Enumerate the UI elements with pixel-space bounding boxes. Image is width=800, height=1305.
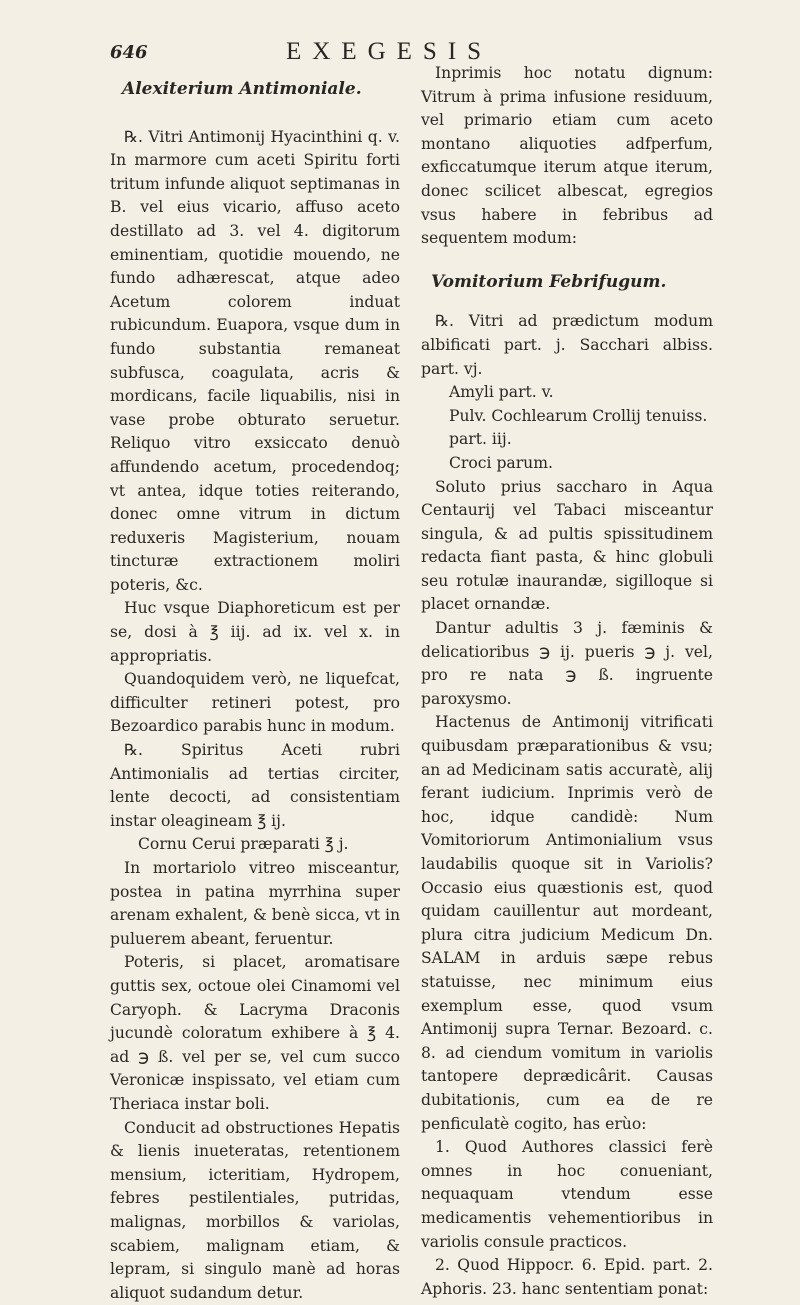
right-recipe-line: Amyli part. v. — [449, 383, 554, 402]
left-paragraph: ℞. Vitri Antimonij Hyacinthini q. v. In marmore cum aceti Spiritu forti tritum infunde aliquot septimanas in B. vel eius vicario, affuso aceto destillato ad 3. vel 4. digitorum eminentiam, quotidie mouendo, ne fundo adhærescat, atque adeo Acetum colorem induat rubicundum. Euapora, vsque dum in fundo substantia remaneat subfusca, coagulata, acris & mordicans, facile liquabilis, nisi in vase probe obturato seruetur. Reliquo vitro exsiccato denuò affundendo acetum, procedendoq; vt antea, idque toties reiterando, donec omne vitrum in dictum reduxeris Magisterium, nouam tincturæ extractionem moliri poteris, &c. — [110, 127, 400, 594]
left-section-title: Alexiterium Antimoniale. — [122, 79, 362, 99]
right-paragraph: Dantur adultis 3 j. fæminis & delicatioribus ℈ ij. pueris ℈ j. vel, pro re nata ℈ ß. ingruente paroxysmo. — [421, 619, 713, 708]
left-recipe-line: ℞. Spiritus Aceti rubri Antimonialis ad tertias circiter, lente decocti, ad consistentiam instar oleagineam ℥ ij. — [110, 741, 400, 830]
reason-item: 1. Quod Authores classici ferè omnes in hoc conueniant, nequaquam vtendum esse medicamentis vehementioribus in variolis consule practicos. — [421, 1138, 713, 1251]
running-title: EXEGESIS — [286, 38, 493, 65]
page-number: 646 — [110, 42, 148, 63]
right-column — [421, 62, 713, 1301]
left-paragraph: Huc vsque Diaphoreticum est per se, dosi à ℥ iij. ad ix. vel x. in appropriatis. — [110, 599, 400, 665]
right-recipe-line: Croci parum. — [449, 453, 553, 472]
left-paragraph: Conducit ad obstructiones Hepatis & lienis inueteratas, retentionem mensium, icteritiam, Hydropem, febres pestilentiales, putridas, malignas, morbillos & variolas, scabiem, malignam etiam, & lepram, si singulo manè ad horas aliquot sudandum detur. — [110, 1118, 400, 1302]
left-recipe-line: Cornu Cerui præparati ℥ j. — [138, 835, 349, 854]
left-paragraph: Quandoquidem verò, ne liquefcat, difficulter retineri potest, pro Bezoardico parabis hunc in modum. — [110, 670, 400, 736]
left-paragraph: In mortariolo vitreo misceantur, postea in patina myrrhina super arenam exhalent, & benè sicca, vt in puluerem abeant, feruentur. — [110, 859, 400, 948]
right-recipe-line: ℞. Vitri ad prædictum modum albificati part. j. Sacchari albiss. part. vj. — [421, 312, 713, 378]
reason-item: 2. Quod Hippocr. 6. Epid. part. 2. Aphoris. 23. hanc sententiam ponat: — [421, 1256, 713, 1298]
right-recipe-line: Pulv. Cochlearum Crollij tenuiss. part. iij. — [449, 406, 708, 449]
right-paragraph: Inprimis hoc notatu dignum: Vitrum à prima infusione residuum, vel primario etiam cum aceto montano aliquoties adfperfum, exficcatumque iterum atque iterum, donec scilicet albescat, egregios vsus habere in febribus ad sequentem modum: — [421, 64, 713, 248]
left-paragraph: Poteris, si placet, aromatisare guttis sex, octoue olei Cinamomi vel Caryoph. & Lacryma Draconis jucundè coloratum exhibere à ℥ 4. ad ℈ ß. vel per se, vel cum succo Veronicæ inspissato, vel etiam cum Theriaca instar boli. — [110, 953, 400, 1113]
left-column — [110, 78, 400, 1305]
right-paragraph: Hactenus de Antimonij vitrificati quibusdam præparationibus & vsu; an ad Medicinam satis accuratè, alij ferant iudicium. Inprimis verò de hoc, idque candidè: Num Vomitoriorum Antimonialium vsus laudabilis quoque sit in Variolis? Occasio eius quæstionis est, quod quidam cauillentur aut mordeant, plura citra judicium Medicum Dn. SALAM in arduis sæpe rebus statuisse, nec minimum eius exemplum esse, quod vsum Antimonij supra Ternar. Bezoard. c. 8. ad ciendum vomitum in variolis tantopere deprædicârit. Causas dubitationis, cum ea de re penficulatè cogito, has erùo: — [421, 713, 713, 1133]
right-section-title: Vomitorium Febrifugum. — [431, 271, 667, 292]
right-paragraph: Soluto prius saccharo in Aqua Centaurij vel Tabaci misceantur singula, & ad pultis spissitudinem redacta fiant pasta, & hinc globuli seu rotulæ inaurandæ, sigilloque si placet ornandæ. — [421, 477, 713, 614]
reasons-list — [421, 1136, 713, 1301]
